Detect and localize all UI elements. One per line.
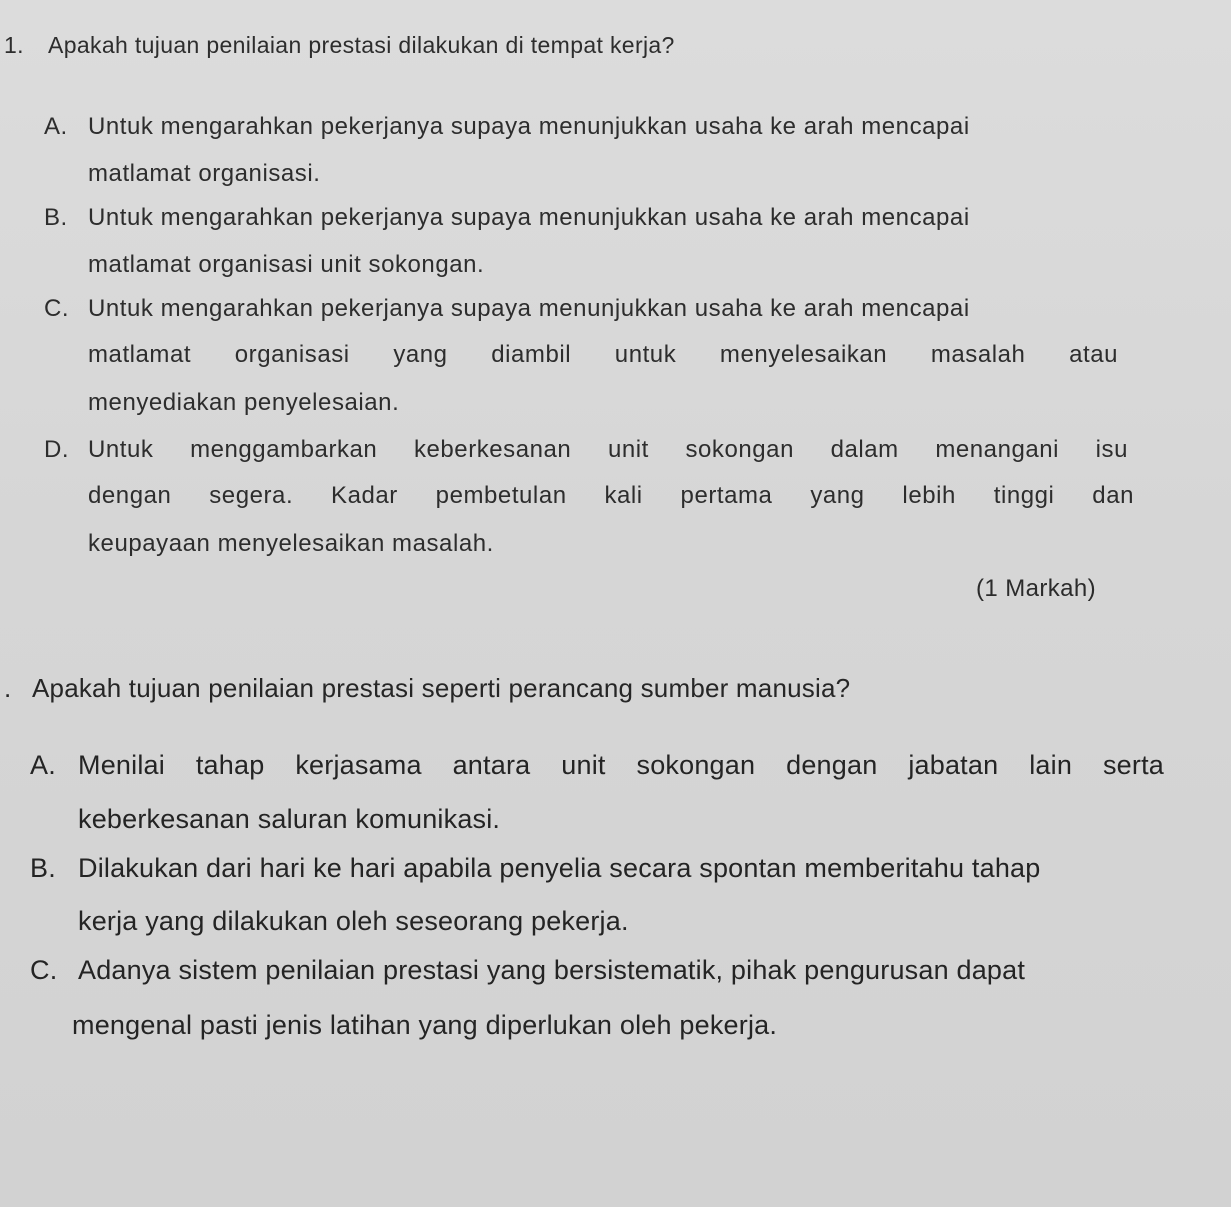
q2-option-b-line-1: Dilakukan dari hari ke hari apabila penyelia secara spontan memberitahu tahap (78, 853, 1041, 883)
q1-option-d-line-2: dengan segera. Kadar pembetulan kali pertama yang lebih tinggi dan (88, 482, 1134, 509)
marks-label: (1 Markah) (976, 575, 1097, 602)
q2-option-a-line-2: keberkesanan saluran komunikasi. (78, 804, 501, 834)
q1-option-a-line-1: Untuk mengarahkan pekerjanya supaya menunjukkan usaha ke arah mencapai (88, 113, 970, 140)
q1-option-d-line-1: Untuk menggambarkan keberkesanan unit sokongan dalam menangani isu (88, 436, 1128, 463)
q2-option-b-line-2: kerja yang dilakukan oleh seseorang pekerja. (78, 906, 629, 936)
q2-option-c-line-1: Adanya sistem penilaian prestasi yang bersistematik, pihak pengurusan dapat (78, 955, 1026, 985)
q2-option-c-line-2: mengenal pasti jenis latihan yang diperlukan oleh pekerja. (72, 1010, 778, 1040)
q1-option-b-letter: B. (44, 204, 68, 231)
q1-option-a-line-2: matlamat organisasi. (88, 160, 321, 187)
q1-option-b-line-2: matlamat organisasi unit sokongan. (88, 251, 485, 278)
question-1-number: 1. (4, 32, 24, 58)
q1-option-c-line-2: matlamat organisasi yang diambil untuk menyelesaikan masalah atau (88, 341, 1118, 368)
q1-option-c-line-3: menyediakan penyelesaian. (88, 389, 400, 416)
question-2-number: . (4, 673, 12, 703)
q1-option-a-letter: A. (44, 113, 68, 140)
question-2-text: Apakah tujuan penilaian prestasi seperti perancang sumber manusia? (32, 673, 851, 703)
q2-option-a-letter: A. (30, 750, 56, 780)
q2-option-c-letter: C. (30, 955, 58, 985)
q1-option-b-line-1: Untuk mengarahkan pekerjanya supaya menunjukkan usaha ke arah mencapai (88, 204, 970, 231)
q1-option-d-line-3: keupayaan menyelesaikan masalah. (88, 530, 494, 557)
q2-option-a-line-1: Menilai tahap kerjasama antara unit sokongan dengan jabatan lain serta (78, 750, 1164, 780)
q1-option-d-letter: D. (44, 436, 70, 463)
q1-option-c-line-1: Untuk mengarahkan pekerjanya supaya menunjukkan usaha ke arah mencapai (88, 295, 970, 322)
question-1-text: Apakah tujuan penilaian prestasi dilakukan di tempat kerja? (48, 32, 675, 58)
q1-option-c-letter: C. (44, 295, 70, 322)
q2-option-b-letter: B. (30, 853, 56, 883)
